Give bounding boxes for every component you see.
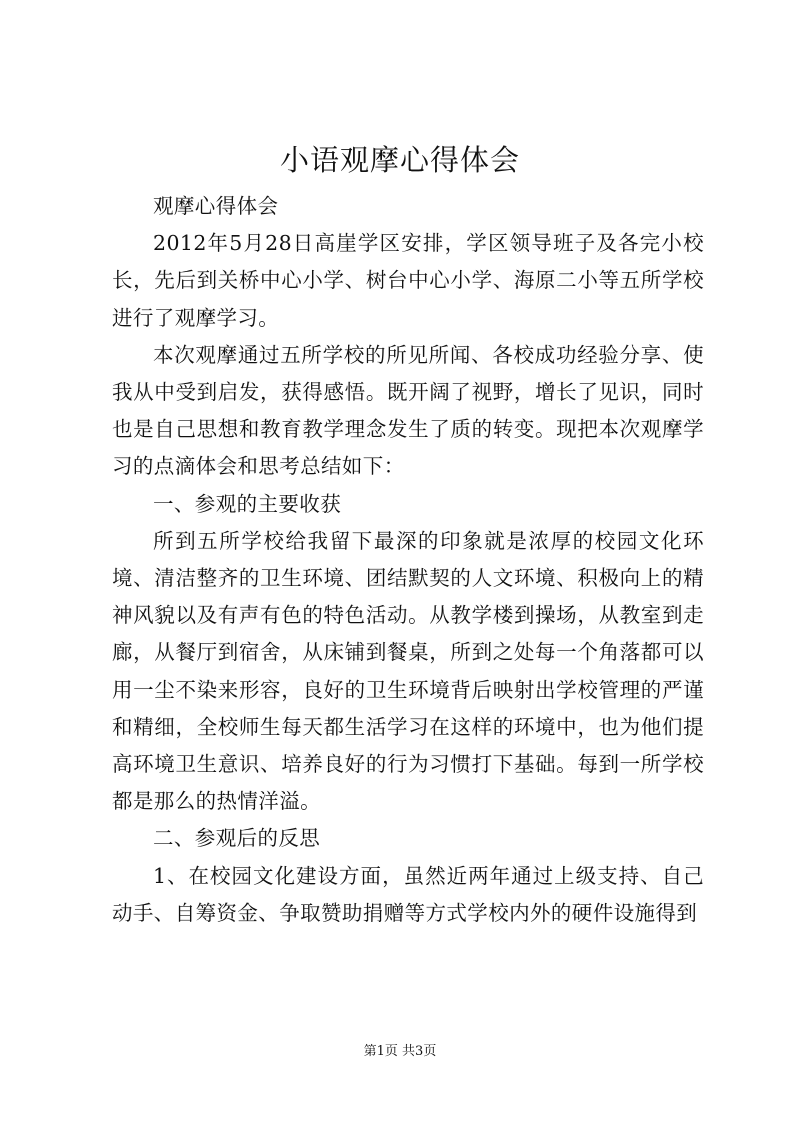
paragraph-intro: 2012年5月28日高崖学区安排，学区领导班子及各完小校长，先后到关桥中心小学、树台中心小学、海原二小等五所学校进行了观摩学习。 [112,231,704,330]
page-number-footer: 第1页 共3页 [363,1044,437,1059]
paragraph-heading: 观摩心得体会 [153,194,279,218]
section-heading-reflection: 二、参观后的反思 [153,826,321,851]
paragraph-reflection-1: 1、在校园文化建设方面，虽然近两年通过上级支持、自己动手、自筹资金、争取赞助捐赠等方式学校内外的硬件设施得到 [112,863,704,925]
paragraph-gains: 所到五所学校给我留下最深的印象就是浓厚的校园文化环境、清洁整齐的卫生环境、团结默契的人文环境、积极向上的精神风貌以及有声有色的特色活动。从教学楼到操场，从教室到走廊，从餐厅到宿舍，从床铺到餐桌，所到之处每一个角落都可以用一尘不染来形容，良好的卫生环境背后映射出学校管理的严谨和精细，全校师生每天都生活学习在这样的环境中，也为他们提高环境卫生意识、培养良好的行为习惯打下基础。每到一所学校都是那么的热情洋溢。 [112,528,704,814]
section-heading-gains: 一、参观的主要收获 [153,491,342,516]
paragraph-purpose: 本次观摩通过五所学校的所见所闻、各校成功经验分享、使我从中受到启发，获得感悟。既开阔了视野，增长了见识，同时也是自己思想和教育教学理念发生了质的转变。现把本次观摩学习的点滴体会和思考总结如下： [112,342,704,479]
document-title: 小语观摩心得体会 [279,143,520,177]
document-body [112,188,704,932]
